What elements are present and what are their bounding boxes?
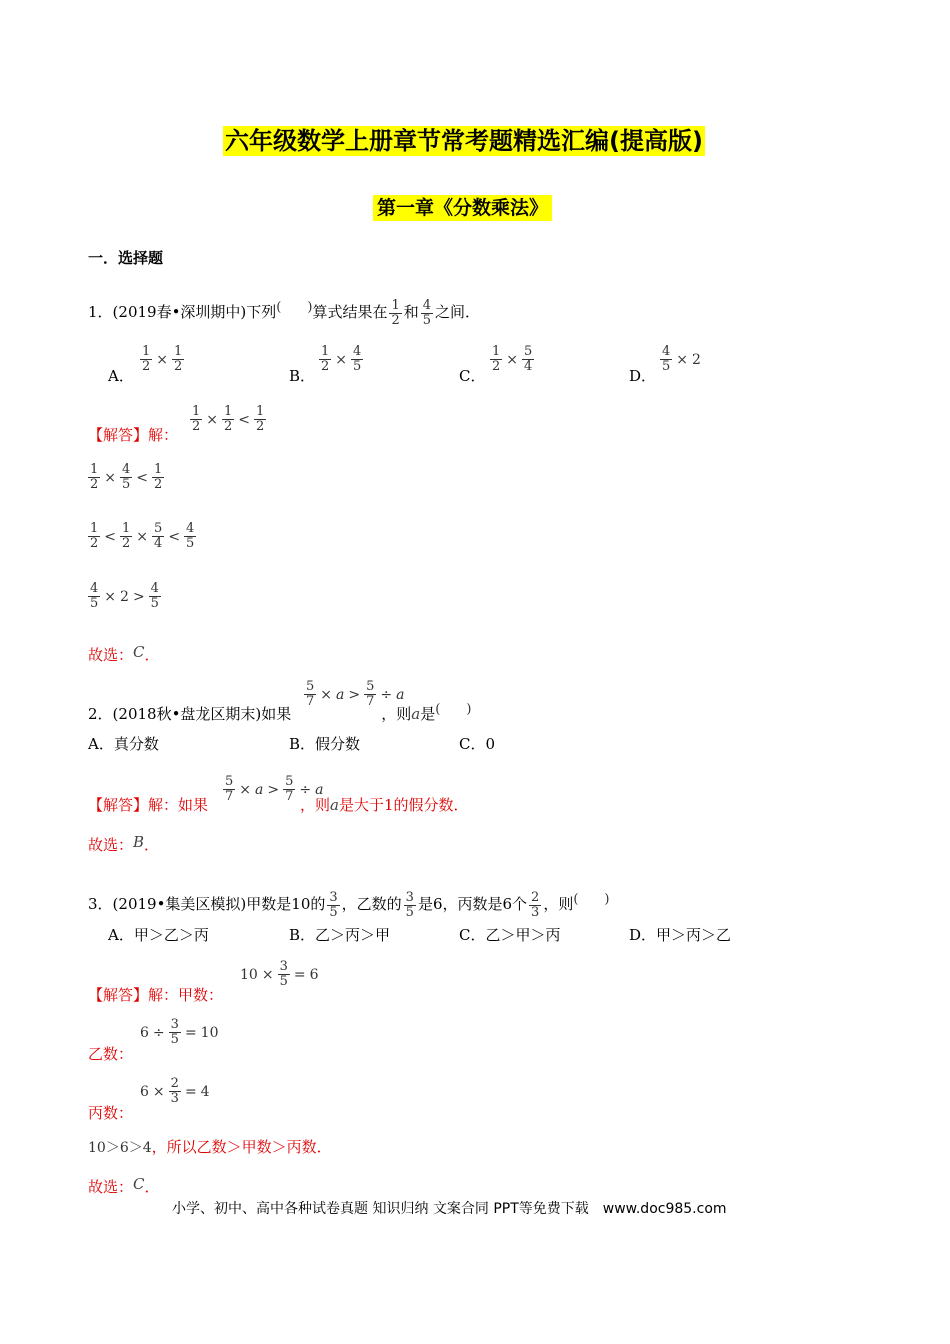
q3-option-a: A．甲＞乙＞丙 bbox=[108, 926, 209, 944]
question-3-stem bbox=[88, 890, 609, 920]
q3-option-b: B．乙＞丙＞甲 bbox=[289, 926, 391, 944]
q2-answer-prefix: 【解答】解：如果 bbox=[88, 796, 209, 814]
section-heading: 一．选择题 bbox=[88, 249, 164, 267]
q1-period: ． bbox=[144, 646, 160, 664]
q2-choice: B bbox=[133, 833, 145, 851]
fraction-2-3: $\frac{2}{3}$ bbox=[531, 890, 540, 920]
q3-yi-label: 乙数： bbox=[88, 1045, 134, 1063]
q2-option-c: C．0 bbox=[459, 735, 496, 753]
q2-answer bbox=[88, 795, 469, 815]
q3-yi-expr: 6 ÷ $\frac{3}{5}$ = 10 bbox=[140, 1017, 219, 1047]
fraction-3-5-b: $\frac{3}{5}$ bbox=[405, 890, 414, 920]
q1-answer-line-4: $\frac{4}{5}$ × 2 > $\frac{4}{5}$ bbox=[90, 581, 159, 611]
q2-answer-expr: $\frac{5}{7}$ × a > $\frac{5}{7}$ ÷ a bbox=[225, 774, 324, 804]
q2-paren: ( ) bbox=[435, 702, 472, 717]
q1-option-a-expr: $\frac{1}{2}$ × $\frac{1}{2}$ bbox=[142, 344, 183, 374]
q1-answer-line-1: $\frac{1}{2}$ × $\frac{1}{2}$ < $\frac{1}{2}$ bbox=[192, 404, 265, 434]
q1-answer-label: 【解答】解： bbox=[88, 426, 179, 444]
q3-stem-prefix: 3．(2019•集美区模拟)甲数是10的 bbox=[88, 895, 326, 913]
q3-stem-c: 是6，丙数是6个 bbox=[417, 895, 528, 913]
q1-stem-prefix: 1．(2019春•深圳期中)下列 bbox=[88, 303, 277, 321]
footer-text: 小学、初中、高中各种试卷真题 知识归纳 文案合同 PPT等免费下载 www.doc985.com bbox=[172, 1201, 727, 1217]
q3-period: ． bbox=[144, 1178, 160, 1196]
q3-stem-b: ，乙数的 bbox=[341, 895, 402, 913]
q3-paren: ( ) bbox=[573, 892, 610, 907]
q3-option-d: D．甲＞丙＞乙 bbox=[629, 926, 732, 944]
q1-option-c-expr: $\frac{1}{2}$ × $\frac{5}{4}$ bbox=[492, 344, 533, 374]
q3-compare-text: ，所以乙数＞甲数＞丙数． bbox=[151, 1138, 332, 1156]
q2-stem-suffix: 是 bbox=[420, 705, 436, 723]
q1-choice: C bbox=[133, 643, 145, 661]
q2-condition-expr: $\frac{5}{7}$ × a > $\frac{5}{7}$ ÷ a bbox=[306, 679, 405, 709]
q1-conclusion-label: 故选： bbox=[88, 646, 134, 664]
q1-answer-line-3: $\frac{1}{2}$ < $\frac{1}{2}$ × $\frac{5}{4}$ < $\frac{4}{5}$ bbox=[90, 521, 195, 551]
q1-option-b-label: B． bbox=[289, 367, 316, 385]
q3-choice: C bbox=[133, 1175, 145, 1193]
question-2-stem bbox=[88, 700, 471, 724]
q1-answer-line-2: $\frac{1}{2}$ × $\frac{4}{5}$ < $\frac{1}{2}$ bbox=[90, 462, 163, 492]
fraction-4-5: $\frac{4}{5}$ bbox=[422, 298, 432, 328]
fraction-1-2: $\frac{1}{2}$ bbox=[391, 298, 400, 328]
q2-option-b: B．假分数 bbox=[289, 735, 361, 753]
q2-answer-var: a bbox=[330, 796, 339, 814]
q3-conclusion bbox=[88, 1174, 160, 1197]
q1-option-d-label: D． bbox=[629, 367, 657, 385]
q1-option-c-label: C． bbox=[459, 367, 486, 385]
q1-stem-mid: 算式结果在 bbox=[312, 303, 388, 321]
q1-option-b-expr: $\frac{1}{2}$ × $\frac{4}{5}$ bbox=[321, 344, 362, 374]
q2-var-a: a bbox=[411, 705, 421, 723]
q3-compare-line bbox=[88, 1137, 332, 1158]
q3-answer-label: 【解答】解：甲数： bbox=[88, 986, 224, 1004]
q2-conclusion bbox=[88, 832, 159, 855]
q1-conclusion bbox=[88, 642, 160, 665]
q1-stem-suffix: 之间． bbox=[435, 303, 481, 321]
document-title: 六年级数学上册章节常考题精选汇编(提高版) bbox=[225, 127, 703, 155]
q1-option-d-expr: $\frac{4}{5}$ × 2 bbox=[662, 344, 701, 374]
q2-answer-suffix: 是大于1的假分数． bbox=[338, 796, 469, 814]
q3-jia-expr: 10 × $\frac{3}{5}$ = 6 bbox=[240, 959, 319, 989]
q2-option-a: A．真分数 bbox=[88, 735, 159, 753]
q1-option-a-label: A． bbox=[108, 367, 134, 385]
q3-stem-d: ，则 bbox=[543, 895, 574, 913]
q3-bing-label: 丙数： bbox=[88, 1104, 134, 1122]
q2-answer-mid: ，则 bbox=[300, 796, 331, 814]
fraction-3-5: $\frac{3}{5}$ bbox=[329, 890, 338, 920]
q2-stem-mid: ，则 bbox=[381, 705, 412, 723]
q2-period: ． bbox=[144, 836, 160, 854]
question-1-stem bbox=[88, 298, 480, 328]
q1-and: 和 bbox=[403, 303, 419, 321]
chapter-title: 第一章《分数乘法》 bbox=[373, 195, 552, 221]
q3-bing-expr: 6 × $\frac{2}{3}$ = 4 bbox=[140, 1076, 210, 1106]
q3-option-c: C．乙＞甲＞丙 bbox=[459, 926, 561, 944]
q1-paren: ( ) bbox=[276, 300, 313, 315]
q2-conclusion-label: 故选： bbox=[88, 836, 134, 854]
q3-compare-expr: 10＞6＞4 bbox=[88, 1140, 152, 1156]
q2-stem-prefix: 2．(2018秋•盘龙区期末)如果 bbox=[88, 705, 292, 723]
q3-conclusion-label: 故选： bbox=[88, 1178, 134, 1196]
